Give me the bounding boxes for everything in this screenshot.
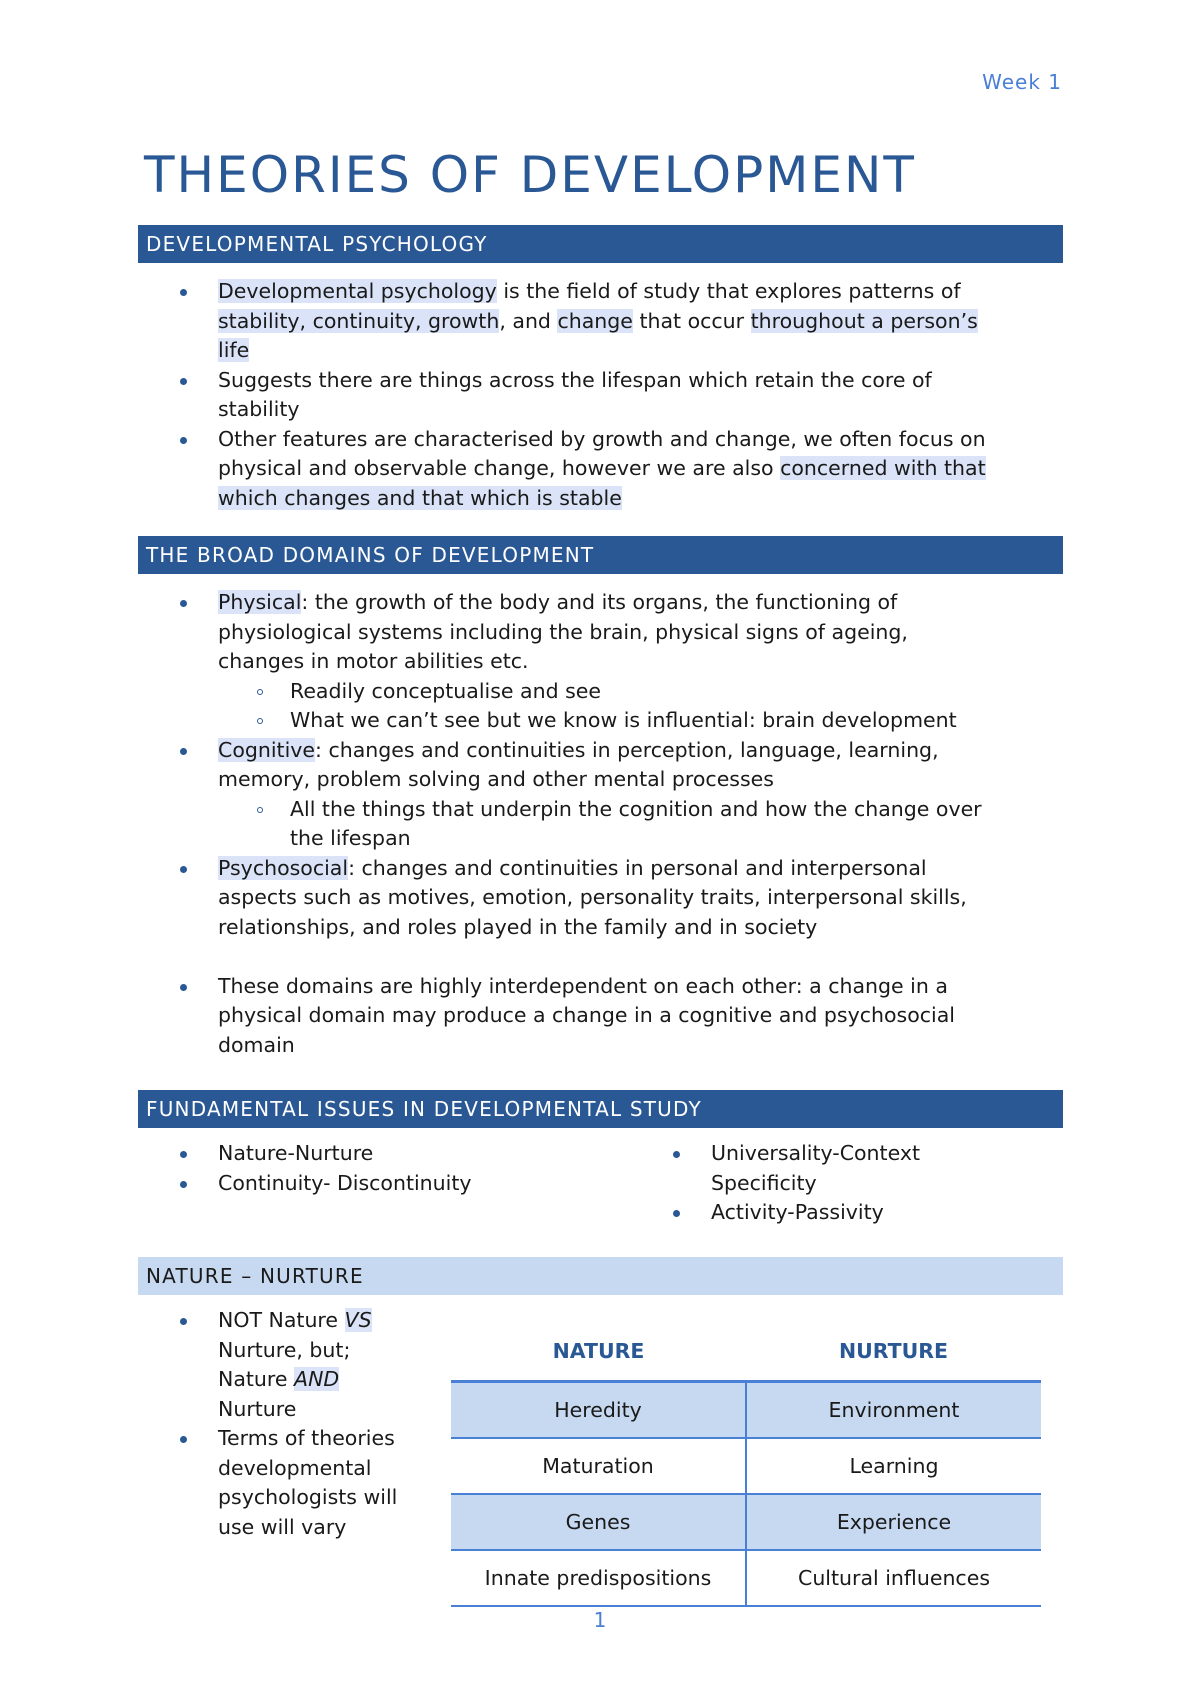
highlighted-term: Psychosocial xyxy=(218,855,349,880)
highlighted-term: Cognitive xyxy=(218,737,316,762)
text: physical and observable change, however we are also xyxy=(218,456,781,480)
developmental-psychology-list xyxy=(180,277,986,513)
text: , and xyxy=(499,308,558,333)
domains-list xyxy=(180,588,982,1060)
highlighted-term: change xyxy=(557,308,633,333)
text: What we can’t see but we know is influential: brain development xyxy=(290,708,957,732)
text: developmental xyxy=(218,1455,372,1480)
list-item xyxy=(180,277,986,366)
table-row xyxy=(451,1382,1041,1439)
list-item xyxy=(180,1306,397,1424)
highlighted-term: which changes and that which is stable xyxy=(218,485,622,510)
table-cell: Cultural influences xyxy=(746,1550,1041,1606)
bullet-icon xyxy=(180,1436,187,1443)
text: Readily conceptualise and see xyxy=(290,678,602,703)
highlighted-term: Developmental psychology xyxy=(218,279,497,303)
highlighted-term: life xyxy=(218,338,250,362)
text: Other features are characterised by growth and change, we often focus on xyxy=(218,426,986,451)
list-item xyxy=(180,1139,472,1169)
table-cell: Genes xyxy=(451,1494,746,1550)
bullet-icon xyxy=(673,1210,680,1217)
sub-bullet-icon xyxy=(257,807,263,813)
bullet-icon xyxy=(180,1151,187,1158)
table-row xyxy=(451,1438,1041,1494)
table-cell: Innate predispositions xyxy=(451,1550,746,1606)
text: that occur xyxy=(632,308,751,333)
table-cell: Maturation xyxy=(451,1438,746,1494)
text: Continuity- Discontinuity xyxy=(218,1170,472,1195)
text: Activity-Passivity xyxy=(711,1200,884,1224)
section-heading-developmental-psychology: DEVELOPMENTAL PSYCHOLOGY xyxy=(138,225,1063,263)
table-header-nurture: NURTURE xyxy=(746,1322,1041,1382)
text: Terms of theories xyxy=(218,1426,395,1450)
table-cell: Experience xyxy=(746,1494,1041,1550)
list-item xyxy=(180,1424,397,1542)
section-heading-fundamental-issues: FUNDAMENTAL ISSUES IN DEVELOPMENTAL STUDY xyxy=(138,1090,1063,1128)
nature-nurture-table xyxy=(451,1322,1041,1607)
bullet-icon xyxy=(180,866,187,873)
bullet-icon xyxy=(180,378,187,385)
text: physiological systems including the brain, physical signs of ageing, xyxy=(218,619,908,644)
table-row xyxy=(451,1494,1041,1550)
table-cell: Heredity xyxy=(451,1382,746,1439)
text: : changes and continuities in perception, language, learning, xyxy=(315,737,939,762)
bullet-icon xyxy=(180,437,187,444)
text: Suggests there are things across the lifespan which retain the core of xyxy=(218,367,932,392)
bullet-icon xyxy=(180,600,187,607)
text: physical domain may produce a change in a cognitive and psychosocial xyxy=(218,1003,955,1027)
sub-list-item xyxy=(180,677,982,707)
list-item xyxy=(180,425,986,514)
table-cell: Environment xyxy=(746,1382,1041,1439)
text: Specificity xyxy=(711,1170,817,1195)
list-item-physical xyxy=(180,588,982,677)
text: Nature-Nurture xyxy=(218,1141,374,1165)
sub-bullet-icon xyxy=(257,718,263,724)
list-item-cognitive xyxy=(180,736,982,795)
text: All the things that underpin the cognition and how the change over xyxy=(290,796,982,821)
highlighted-term: AND xyxy=(294,1367,340,1391)
sub-bullet-icon xyxy=(257,689,263,695)
text: Nature xyxy=(218,1367,295,1391)
highlighted-term: concerned with that xyxy=(780,456,986,480)
text: NOT Nature xyxy=(218,1308,345,1332)
section-heading-broad-domains: THE BROAD DOMAINS OF DEVELOPMENT xyxy=(138,536,1063,574)
text: Nurture, but; xyxy=(218,1337,351,1362)
sub-list-item xyxy=(180,795,982,854)
text: Nurture xyxy=(218,1396,297,1421)
table-header-nature: NATURE xyxy=(451,1322,746,1382)
list-item xyxy=(180,366,986,425)
list-item xyxy=(673,1198,920,1228)
bullet-icon xyxy=(180,1181,187,1188)
page-number: 1 xyxy=(593,1608,607,1632)
list-item xyxy=(180,1169,472,1199)
text: memory, problem solving and other mental processes xyxy=(218,767,774,791)
highlighted-term: stability, continuity, growth xyxy=(218,308,500,333)
week-label: Week 1 xyxy=(982,70,1062,94)
text: : the growth of the body and its organs, the functioning of xyxy=(301,590,898,614)
highlighted-term: VS xyxy=(344,1308,372,1332)
text: Universality-Context xyxy=(711,1141,921,1165)
nature-nurture-list xyxy=(180,1306,397,1542)
highlighted-term: throughout a person’s xyxy=(750,308,978,333)
bullet-icon xyxy=(180,984,187,991)
list-item-interdependence xyxy=(180,972,982,1061)
issues-list-left xyxy=(180,1139,472,1198)
text: use will vary xyxy=(218,1514,347,1539)
text: relationships, and roles played in the family and in society xyxy=(218,914,818,939)
sub-list-item xyxy=(180,706,982,736)
bullet-icon xyxy=(180,748,187,755)
text: the lifespan xyxy=(290,826,411,850)
section-heading-nature-nurture: NATURE – NURTURE xyxy=(138,1257,1063,1295)
page-title: THEORIES OF DEVELOPMENT xyxy=(144,146,916,204)
table-header-row xyxy=(451,1322,1041,1382)
text: is the field of study that explores patterns of xyxy=(496,279,961,303)
list-item-psychosocial xyxy=(180,854,982,943)
bullet-icon xyxy=(180,1318,187,1325)
bullet-icon xyxy=(673,1151,680,1158)
text: changes in motor abilities etc. xyxy=(218,649,529,673)
text: These domains are highly interdependent on each other: a change in a xyxy=(218,973,948,998)
bullet-icon xyxy=(180,289,187,296)
table-row xyxy=(451,1550,1041,1606)
highlighted-term: Physical xyxy=(218,590,302,614)
text: domain xyxy=(218,1032,295,1057)
text: : changes and continuities in personal and interpersonal xyxy=(348,855,927,880)
text: psychologists will xyxy=(218,1485,398,1509)
text: aspects such as motives, emotion, personality traits, interpersonal skills, xyxy=(218,885,967,909)
table-cell: Learning xyxy=(746,1438,1041,1494)
text: stability xyxy=(218,397,300,421)
list-item xyxy=(673,1139,920,1198)
issues-list-right xyxy=(673,1139,920,1228)
